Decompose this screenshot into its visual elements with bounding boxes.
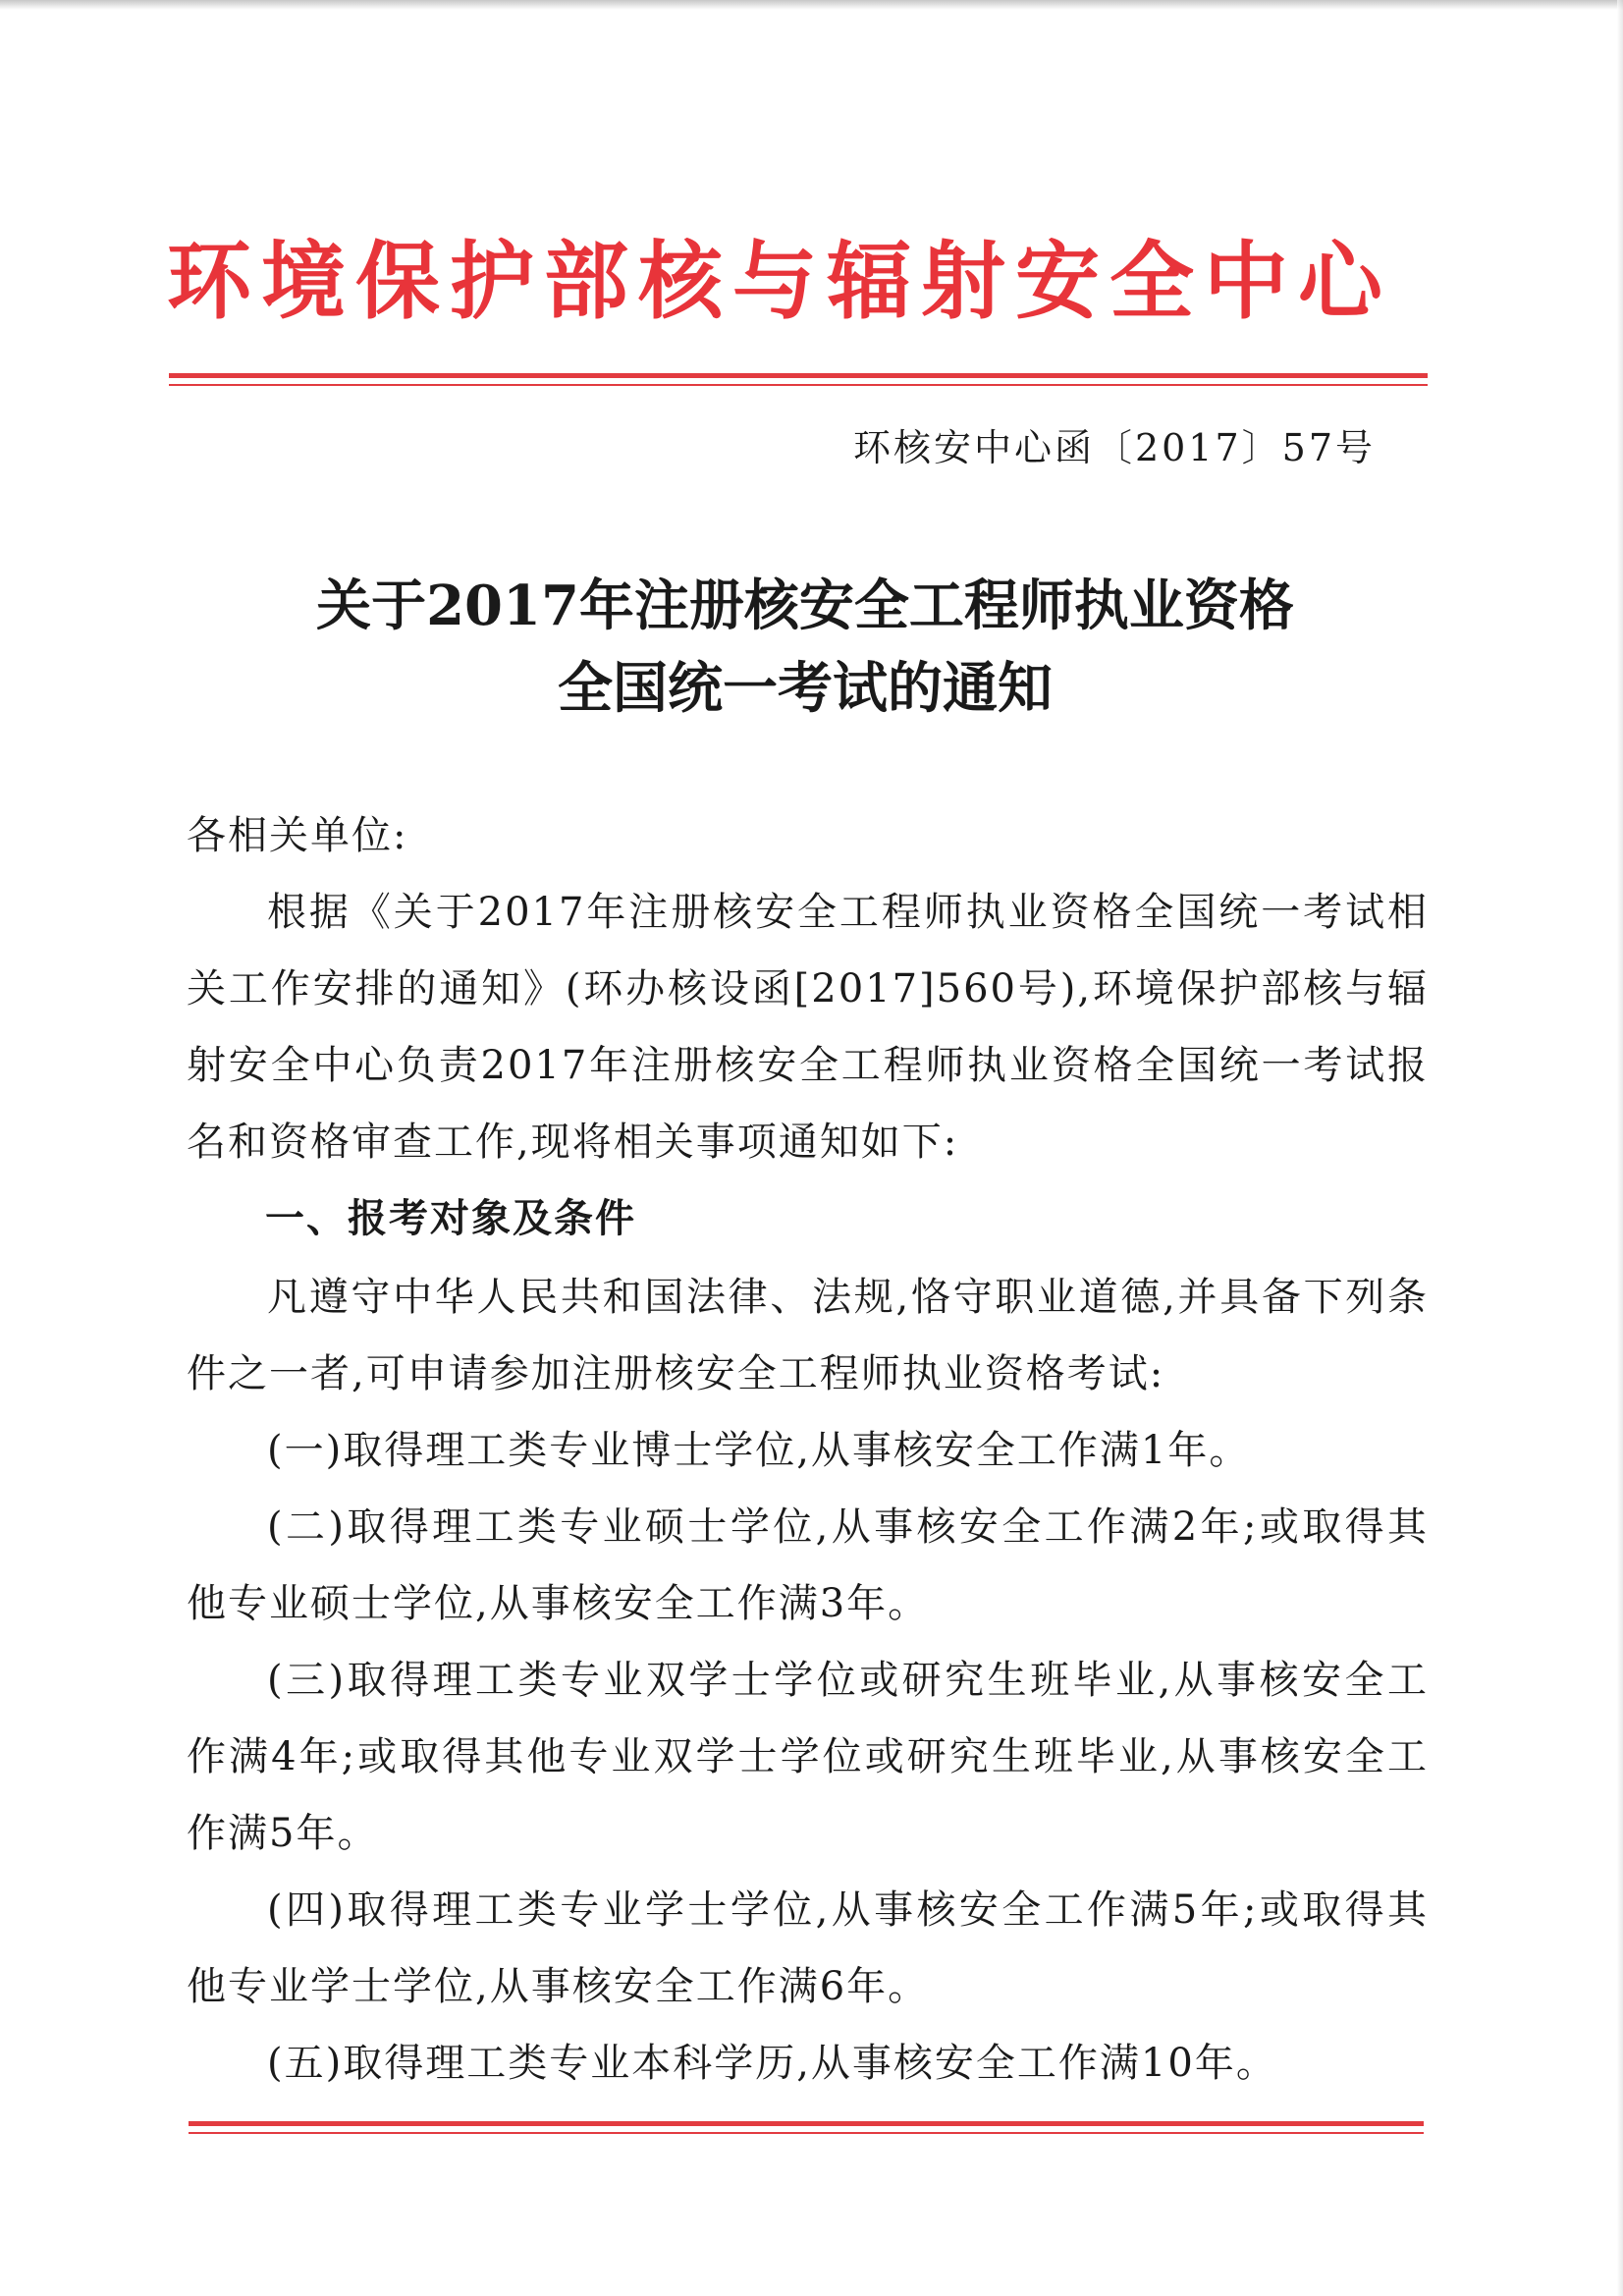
section1-lead-paragraph: 凡遵守中华人民共和国法律、法规,恪守职业道德,并具备下列条件之一者,可申请参加注册核安全工程师执业资格考试:: [187, 1275, 1429, 1396]
scan-shadow-right: [1617, 0, 1623, 2296]
condition-4: (四)取得理工类专业学士学位,从事核安全工作满5年;或取得其他专业学士学位,从事核安全工作满6年。: [187, 1887, 1429, 2009]
condition-5: (五)取得理工类专业本科学历,从事核安全工作满10年。: [267, 2041, 1277, 2086]
footer-rule-thin: [189, 2132, 1424, 2134]
footer-rule-thick: [189, 2121, 1424, 2126]
section-heading-1: 一、报考对象及条件: [265, 1196, 636, 1241]
intro-paragraph: 根据《关于2017年注册核安全工程师执业资格全国统一考试相关工作安排的通知》(环办核设函[2017]560号),环境保护部核与辐射安全中心负责2017年注册核安全工程师执业资格全国统一考试报名和资格审查工作,现将相关事项通知如下:: [187, 890, 1429, 1165]
salutation: 各相关单位:: [187, 813, 408, 858]
document-title: [177, 565, 1434, 730]
letterhead-rule-thin: [169, 384, 1428, 386]
document-number: 环核安中心函〔2017〕57号: [852, 426, 1376, 469]
letterhead-rule-thick: [169, 373, 1428, 378]
condition-3: (三)取得理工类专业双学士学位或研究生班毕业,从事核安全工作满4年;或取得其他专业双学士学位或研究生班毕业,从事核安全工作满5年。: [187, 1658, 1429, 1856]
condition-1: (一)取得理工类专业博士学位,从事核安全工作满1年。: [267, 1428, 1251, 1473]
title-line-2: 全国统一考试的通知: [558, 656, 1053, 721]
condition-2: (二)取得理工类专业硕士学位,从事核安全工作满2年;或取得其他专业硕士学位,从事核安全工作满3年。: [187, 1504, 1429, 1626]
scan-shadow-top: [0, 0, 1623, 10]
title-line-1: 关于2017年注册核安全工程师执业资格: [316, 574, 1294, 638]
letterhead-org-name: 环境保护部核与辐射安全中心: [167, 233, 1392, 331]
